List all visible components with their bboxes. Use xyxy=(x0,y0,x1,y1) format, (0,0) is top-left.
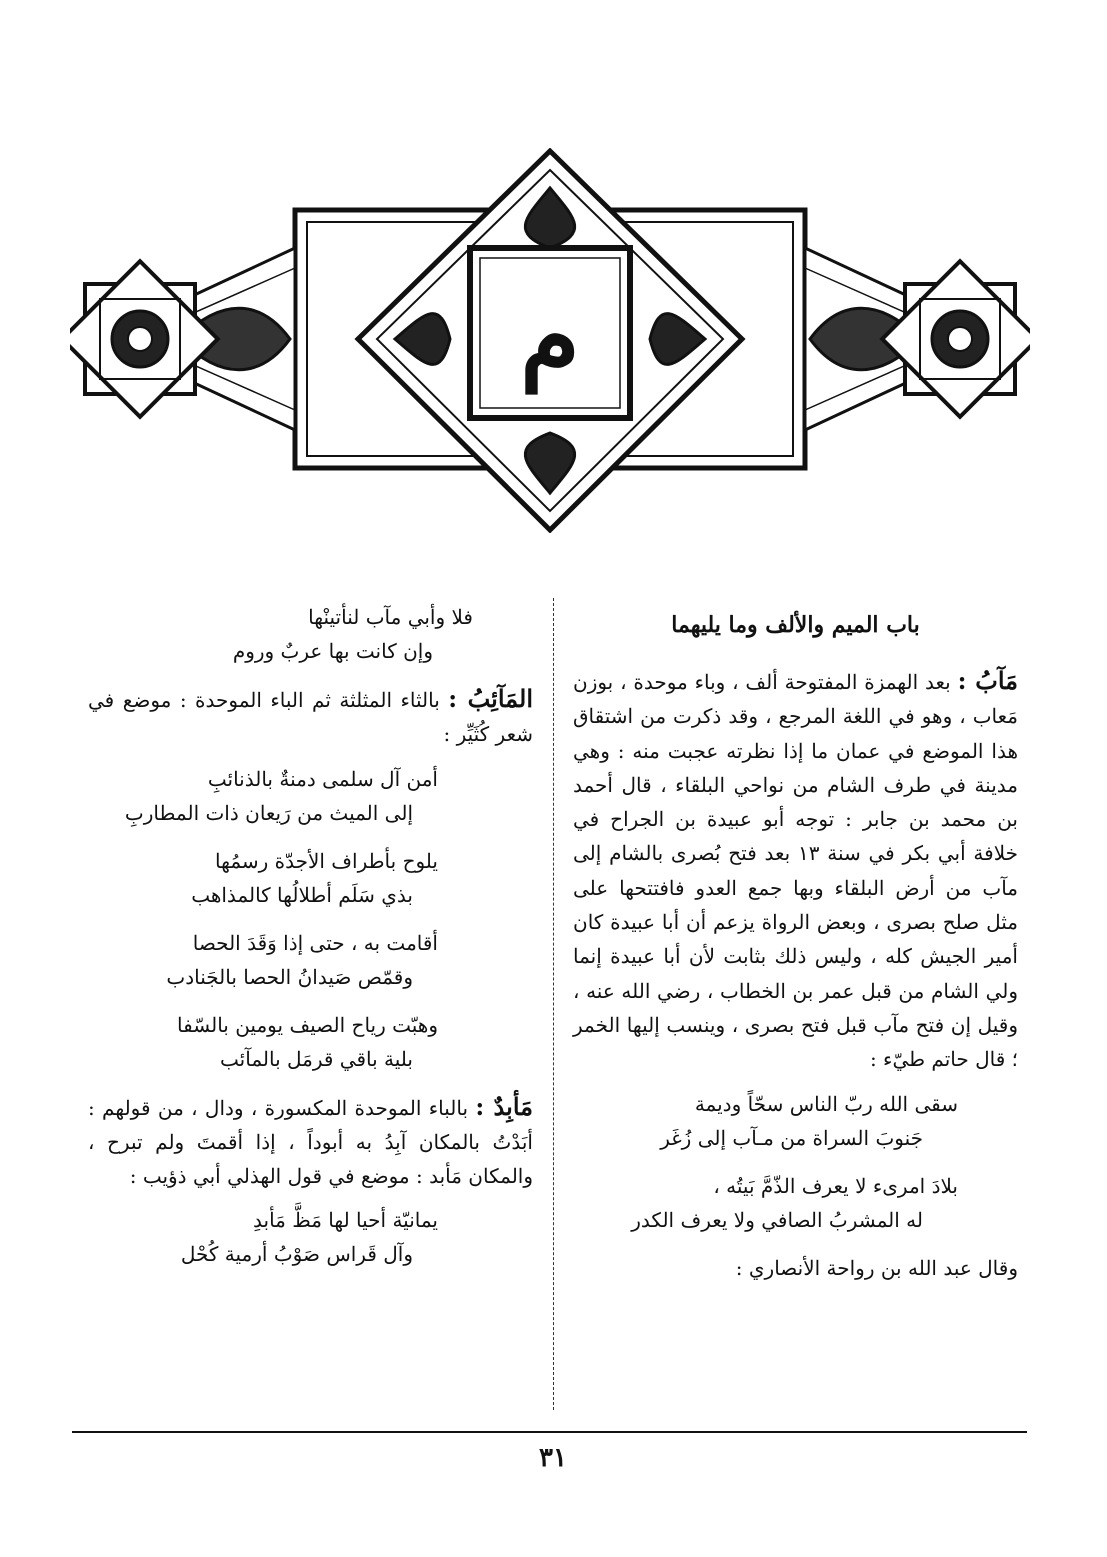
verse xyxy=(88,926,533,994)
page-number: ٣١ xyxy=(539,1443,567,1473)
column-divider xyxy=(553,598,554,1410)
chapter-title: باب الميم والألف وما يليهما xyxy=(671,612,920,638)
verse xyxy=(573,1087,1018,1155)
entry-text: بعد الهمزة المفتوحة ألف ، وباء موحدة ، بوزن مَعاب ، وهو في اللغة المرجع ، وقد ذكرت من اشتقاق هذا الموضع في عمان ما إذا نظرته عجبت منه : وهي مدينة في طرف الشام من نواحي البلقاء ، قال أحمد بن محمد بن جابر : توجه أبو عبيدة بن الجراح في خلافة أبي بكر في سنة ١٣ بعد فتح بُصرى بالشام إلى مآب من أرض البلقاء وبها جمع العدو فافتتحها على مثل صلح بصرى ، وبعض الرواة يزعم أن أبا عبيدة كان أمير الجيش كله ، وليس ذلك بثابت لأن أبا عبيدة إنما ولي الشام من قبل عمر بن الخطاب ، رضي الله عنه ، وقيل إن فتح مآب قبل فتح بصرى ، وينسب إليها الخمر ؛ قال حاتم طيّء : xyxy=(573,670,1018,1072)
verse-line: بلادَ امرىء لا يعرف الذّمَّ بَيتُه ، xyxy=(713,1173,958,1198)
verse xyxy=(88,1203,533,1271)
header-ornament xyxy=(70,148,1030,533)
entry-maab xyxy=(573,664,1018,1077)
verse-line: وهبّت رياح الصيف يومين بالسّفا xyxy=(177,1012,438,1037)
entry-maabid xyxy=(88,1090,533,1194)
right-column xyxy=(573,600,1018,1285)
verse xyxy=(573,1169,1018,1237)
verse xyxy=(88,600,533,668)
verse-line: وآل قَراس صَوْبُ أرمية كُحْل xyxy=(180,1242,413,1267)
footer-rule xyxy=(72,1431,1027,1433)
verse-line: إلى الميث من رَيعان ذات المطاربِ xyxy=(124,800,413,825)
verse-line: يمانيّة أحيا لها مَظَّ مَأبدِ xyxy=(253,1208,438,1233)
verse-line: وإن كانت بها عربٌ وروم xyxy=(232,639,433,663)
entry-lemma: المَآئِبُ : xyxy=(448,684,533,713)
verse-line: بلية باقي قرمَل بالمآئب xyxy=(220,1046,413,1071)
verse-line: وقمّص صَيدانُ الحصا بالجَنادب xyxy=(166,964,413,989)
left-column xyxy=(88,600,533,1285)
verse-line: جَنوبَ السراة من مـآب إلى زُغَر xyxy=(660,1125,923,1150)
verse-line: سقى الله ربّ الناس سحّاً وديمة xyxy=(694,1091,958,1116)
entry-almaaib xyxy=(88,682,533,752)
verse-intro: وقال عبد الله بن رواحة الأنصاري : xyxy=(735,1255,1018,1280)
header-letter: م xyxy=(520,280,580,393)
verse-line: أمن آل سلمى دمنةٌ بالذنائبِ xyxy=(207,766,438,791)
verse-line: يلوح بأطراف الأجدّة رسمُها xyxy=(215,848,438,873)
verse-line: فلا وأبي مآب لنأتينْها xyxy=(308,605,473,629)
entry-lemma: مَأبِدٌ : xyxy=(475,1091,533,1121)
verse-line: أقامت به ، حتى إذا وَقَدَ الحصا xyxy=(192,930,438,955)
verse-line: له المشربُ الصافي ولا يعرف الكدر xyxy=(631,1207,923,1232)
entry-text: بالباء الموحدة المكسورة ، ودال ، من قولهم : أبَدْتُ بالمكان آبِدُ به أبوداً ، إذا أقمتَ ولم تبرح ، والمكان مَأبد : موضع في قول الهذلي أبي ذؤيب : xyxy=(88,1095,533,1189)
verse xyxy=(88,762,533,830)
entry-text: بالثاء المثلثة ثم الباء الموحدة : موضع في شعر كُثَيِّر : xyxy=(88,688,533,747)
verse xyxy=(88,844,533,912)
verse-line: بذي سَلَم أطلالُها كالمذاهب xyxy=(191,882,413,907)
verse xyxy=(88,1008,533,1076)
entry-lemma: مَآبُ : xyxy=(957,666,1019,695)
